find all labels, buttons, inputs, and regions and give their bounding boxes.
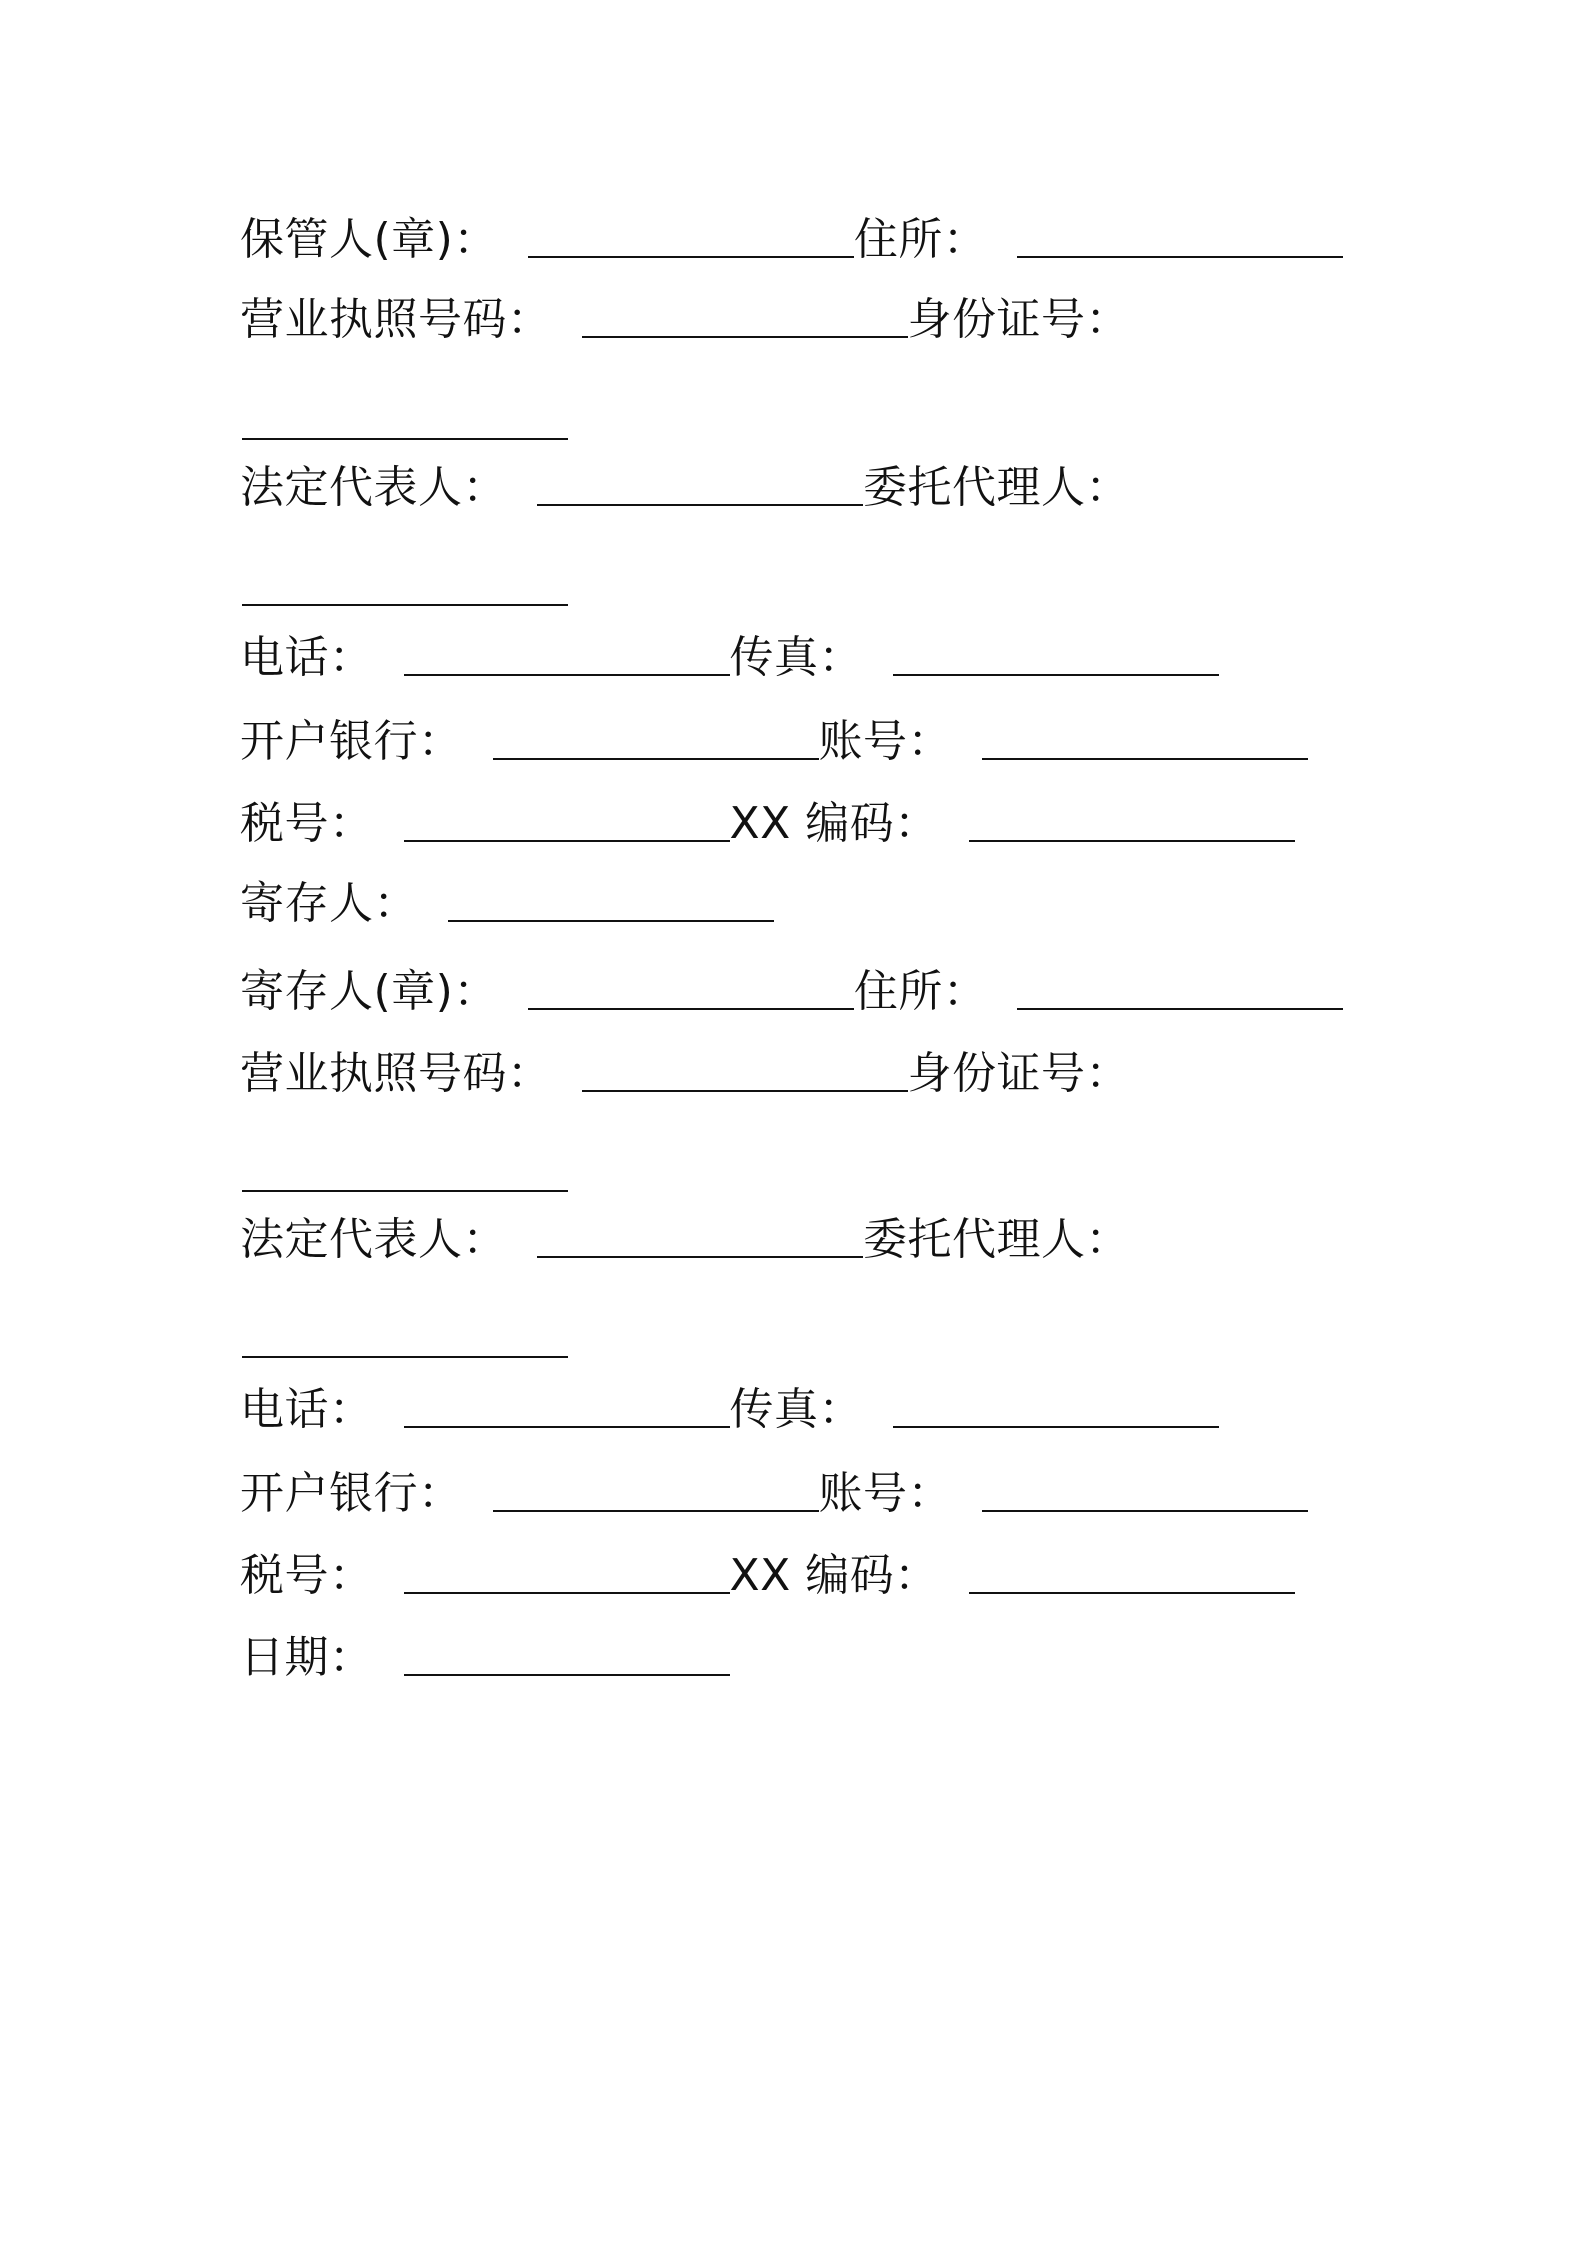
custodian-seal-blank[interactable]	[528, 256, 854, 258]
depositor-code-label: XX 编码：	[729, 1550, 939, 1601]
custodian-legal-rep-blank[interactable]	[537, 504, 863, 506]
depositor-name-row	[240, 874, 774, 934]
depositor-legal-rep-label: 法定代表人：	[240, 1214, 507, 1265]
custodian-agent-blank[interactable]	[242, 604, 568, 606]
custodian-agent-row	[242, 558, 568, 618]
depositor-license-label: 营业执照号码：	[240, 1048, 552, 1099]
date-row	[240, 1628, 730, 1688]
depositor-name-label: 寄存人：	[240, 878, 418, 929]
depositor-tax-blank[interactable]	[404, 1592, 730, 1594]
custodian-code-blank[interactable]	[969, 840, 1295, 842]
depositor-bank-row	[240, 1464, 1308, 1524]
custodian-legal-rep-label: 法定代表人：	[240, 462, 507, 513]
custodian-bank-label: 开户银行：	[240, 716, 463, 767]
custodian-phone-row	[240, 628, 1219, 688]
depositor-code-blank[interactable]	[969, 1592, 1295, 1594]
depositor-id-row	[242, 1144, 568, 1204]
depositor-fax-blank[interactable]	[893, 1426, 1219, 1428]
custodian-fax-label: 传真：	[729, 632, 863, 683]
depositor-bank-label: 开户银行：	[240, 1468, 463, 1519]
depositor-license-row	[240, 1044, 1130, 1104]
depositor-tax-label: 税号：	[240, 1550, 374, 1601]
depositor-license-blank[interactable]	[582, 1090, 908, 1092]
custodian-license-row	[240, 290, 1130, 350]
custodian-code-label: XX 编码：	[729, 798, 939, 849]
depositor-legal-rep-row	[240, 1210, 1130, 1270]
depositor-legal-rep-blank[interactable]	[537, 1256, 863, 1258]
custodian-address-blank[interactable]	[1017, 256, 1343, 258]
custodian-agent-label: 委托代理人：	[863, 462, 1130, 513]
depositor-seal-row	[240, 962, 1343, 1022]
custodian-fax-blank[interactable]	[893, 674, 1219, 676]
depositor-agent-row	[242, 1310, 568, 1370]
depositor-phone-row	[240, 1380, 1219, 1440]
custodian-seal-row	[240, 210, 1343, 270]
depositor-address-blank[interactable]	[1017, 1008, 1343, 1010]
custodian-seal-label: 保管人(章)：	[240, 214, 498, 265]
custodian-bank-blank[interactable]	[493, 758, 819, 760]
depositor-account-label: 账号：	[818, 1468, 952, 1519]
custodian-phone-blank[interactable]	[404, 674, 730, 676]
depositor-agent-label: 委托代理人：	[863, 1214, 1130, 1265]
depositor-address-label: 住所：	[853, 966, 988, 1017]
custodian-tax-label: 税号：	[240, 798, 374, 849]
custodian-address-label: 住所：	[853, 214, 988, 265]
depositor-bank-blank[interactable]	[493, 1510, 819, 1512]
custodian-legal-rep-row	[240, 458, 1130, 518]
depositor-id-label: 身份证号：	[907, 1048, 1130, 1099]
depositor-name-blank[interactable]	[448, 920, 774, 922]
custodian-account-blank[interactable]	[982, 758, 1308, 760]
custodian-id-label: 身份证号：	[907, 294, 1130, 345]
depositor-seal-label: 寄存人(章)：	[240, 966, 498, 1017]
custodian-id-row	[242, 392, 568, 452]
custodian-id-blank[interactable]	[242, 438, 568, 440]
custodian-license-label: 营业执照号码：	[240, 294, 552, 345]
depositor-seal-blank[interactable]	[528, 1008, 854, 1010]
depositor-agent-blank[interactable]	[242, 1356, 568, 1358]
custodian-tax-row	[240, 794, 1295, 854]
custodian-account-label: 账号：	[818, 716, 952, 767]
depositor-fax-label: 传真：	[729, 1384, 863, 1435]
depositor-phone-label: 电话：	[240, 1384, 374, 1435]
date-label: 日期：	[240, 1632, 374, 1683]
depositor-id-blank[interactable]	[242, 1190, 568, 1192]
custodian-tax-blank[interactable]	[404, 840, 730, 842]
date-blank[interactable]	[404, 1674, 730, 1676]
depositor-tax-row	[240, 1546, 1295, 1606]
custodian-phone-label: 电话：	[240, 632, 374, 683]
depositor-phone-blank[interactable]	[404, 1426, 730, 1428]
custodian-bank-row	[240, 712, 1308, 772]
depositor-account-blank[interactable]	[982, 1510, 1308, 1512]
custodian-license-blank[interactable]	[582, 336, 908, 338]
